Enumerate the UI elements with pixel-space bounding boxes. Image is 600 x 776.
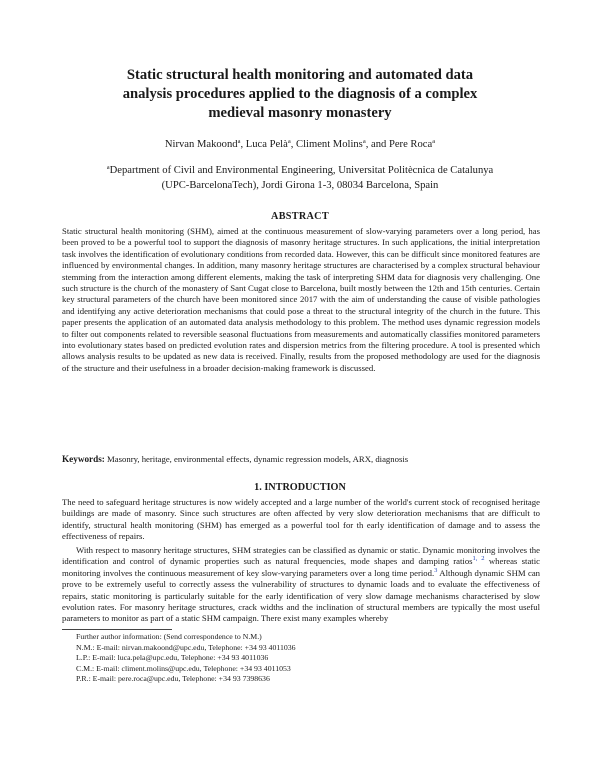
affiliation xyxy=(60,164,540,193)
footnote-divider xyxy=(62,629,172,630)
author-name: Pere Roca xyxy=(388,139,433,150)
affiliation-line: Department of Civil and Environmental Engineering, Universitat Politècnica de Catalunya xyxy=(109,165,494,176)
affiliation-marker: a xyxy=(287,138,291,145)
affiliation-marker: a xyxy=(432,138,436,145)
paragraph-text: Although dynamic SHM can prove to be extremely useful to correctly assess the vulnerability of structures to dynamic loads and to evaluate the effectiveness of repairs, static monitoring is particularly suitable for the early identification of very slow damage mechanisms characterised by slow evolution rates. For masonry heritage structures, crack widths and the inclination of structural members are typically the most useful parameters to monitor as part of a static SHM campaign. There exist many examples whereby xyxy=(62,567,541,624)
citation-link[interactable]: 1, 2 xyxy=(472,555,485,563)
author-name: Climent Molins xyxy=(296,139,363,150)
author-name: Nirvan Makoond xyxy=(164,139,238,150)
citation-link[interactable]: 3 xyxy=(434,566,438,574)
title-line: analysis procedures applied to the diagnosis of a complex xyxy=(122,86,478,102)
paragraph-text: whereas static monitoring involves the continuous measurement of key slow-varying parameters over a long time period. xyxy=(62,556,540,578)
title-line: Static structural health monitoring and automated data xyxy=(126,67,474,83)
keywords xyxy=(62,454,540,465)
author-separator: , xyxy=(240,139,246,150)
author-separator: , xyxy=(290,139,296,150)
section-heading: 1. INTRODUCTION xyxy=(254,482,346,493)
footnote-line: N.M.: E-mail: nirvan.makoond@upc.edu, Telephone: +34 93 4011036 xyxy=(76,642,296,652)
paragraph: The need to safeguard heritage structures is now widely accepted and a large number of the world's current stock of recognised heritage buildings are made of masonry. Since such structures are often affected by very slow deterioration mechanisms that are difficult to identify, structural health monitoring (SHM) has emerged as a powerful tool for th early identification of damage and to assess the effectiveness of repairs. xyxy=(62,497,540,542)
author-list xyxy=(60,138,540,152)
title-line: medieval masonry monastery xyxy=(208,105,392,121)
paragraph-text: With respect to masonry heritage structures, SHM strategies can be classified as dynamic or static. Dynamic monitoring involves the identification and control of dynamic properties such as natural frequencies, mode shapes and damping ratios xyxy=(62,545,540,567)
affiliation-marker: a xyxy=(106,164,110,171)
affiliation-marker: a xyxy=(362,138,366,145)
keywords-label: Keywords: xyxy=(62,454,105,464)
paper-title xyxy=(60,66,540,123)
footnote-line: Further author information: (Send correspondence to N.M.) xyxy=(76,632,262,641)
footnote-line: C.M.: E-mail: climent.molins@upc.edu, Telephone: +34 93 4011053 xyxy=(76,663,291,673)
abstract-heading: ABSTRACT xyxy=(271,211,329,222)
author-name: Luca Pelà xyxy=(245,139,288,150)
affiliation-line: (UPC-BarcelonaTech), Jordi Girona 1-3, 08034 Barcelona, Spain xyxy=(161,179,439,191)
paragraph xyxy=(62,545,540,625)
footnote xyxy=(76,632,296,685)
abstract-text: Static structural health monitoring (SHM), aimed at the continuous measurement of slow-varying parameters over a long period, has been proved to be a powerful tool to support the diagnosis of masonry heritage structures. In such applications, the initial interpretation task involves the identification of evolutionary conditions from recorded data. However, this can be difficult since monitored features are influenced by environmental changes. In addition, many masonry heritage structures are characterised by a complex structural behaviour stemming from the interaction among different elements, making the task of interpreting SHM data for diagnosis very challenging. One such structure is the church of the monastery of Sant Cugat close to Barcelona, built mostly between the 12th and 15th centuries. Certain key structural parameters of the church have been monitored since 2017 with the aim of understanding the cause of visible pathologies and identifying any active deterioration mechanisms that could pose a threat to the structural integrity of the church in the future. This paper presents the application of an automated data analysis methodology to this problem. The method uses dynamic regression models to filter out components related to reversible seasonal fluctuations from measurements and automatically classifies monitored parameters into evolutionary states based on predicted evolution rates and dispersion metrics from the filtering procedure. A tool is presented which allows analysis results to be updated as new data is received. Finally, results from the proposed methodology are used for the diagnosis of the structure and their usefulness in a broader decision-making framework is discussed. xyxy=(62,226,540,373)
keywords-text: Masonry, heritage, environmental effects, dynamic regression models, ARX, diagnosis xyxy=(107,454,409,464)
footnote-line: L.P.: E-mail: luca.pela@upc.edu, Telephone: +34 93 4011036 xyxy=(76,653,269,663)
affiliation-marker: a xyxy=(237,138,241,145)
author-separator: , and xyxy=(365,139,389,150)
footnote-line: P.R.: E-mail: pere.roca@upc.edu, Telephone: +34 93 7398636 xyxy=(76,674,270,684)
